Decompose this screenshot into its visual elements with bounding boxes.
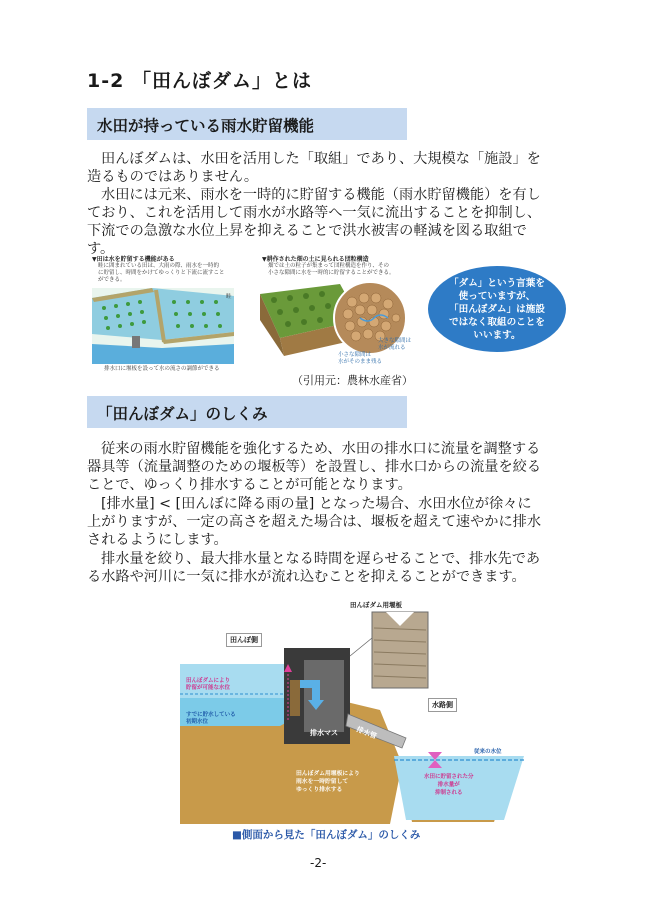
soil-illustration	[260, 280, 410, 372]
text-line: 従来の雨水貯留機能を強化するため、水田の排水口に流量を調整する	[101, 441, 541, 457]
paragraph-3	[87, 440, 575, 494]
initial-level-label: すでに貯水している 初期水位	[186, 712, 236, 725]
small-gap-label: 小さな隙間は 水がそのまま残る	[338, 352, 383, 365]
explanation-bubble	[428, 266, 566, 352]
text-line: 下流での急激な水位上昇を抑えることで洪水被害の軽減を図る取組で	[87, 223, 527, 239]
paddy-side-label: 田んぼ側	[226, 633, 262, 647]
section-header-rain-storage	[87, 108, 407, 140]
raised-level-label: 田んぼダムにより 貯留が可能な水位	[186, 678, 231, 691]
soil-figure	[262, 254, 422, 277]
text-line: る水路や河川に一気に排水が流れ込むことを抑えることができます。	[87, 569, 526, 585]
paragraph-4	[87, 495, 575, 549]
paragraph-1	[87, 150, 575, 186]
text-line: 排水量を絞り、最大排水量となる時間を遅らせることで、排水先であ	[101, 551, 541, 567]
page-title: 1-2 「田んぼダム」とは	[87, 70, 312, 92]
drain-box-label: 排水マス	[310, 729, 338, 737]
canal-side-label: 水路側	[428, 698, 457, 712]
text-line: 上がりますが、一定の高さを超えた場合は、堰板を超えて速やかに排水	[87, 514, 542, 530]
paddy-figure	[92, 254, 242, 284]
paragraph-2	[87, 186, 575, 258]
text-line: ことで、ゆっくり排水することが可能となります。	[87, 477, 412, 493]
ridge-label: 畦	[226, 294, 232, 300]
section-title: 水田が持っている雨水貯留機能	[97, 117, 315, 135]
bubble-line: 「田んぼダム」は施設	[449, 304, 545, 315]
bubble-line: 「ダム」という言葉を	[449, 278, 545, 289]
figure-title: ▼田は水を貯留する機能がある	[92, 256, 175, 263]
paddy-illustration	[92, 288, 234, 364]
text-line: されるようにします。	[87, 532, 228, 548]
page-number: -2-	[310, 856, 327, 870]
former-level-label: 従来の水位	[474, 749, 502, 755]
paragraph-5	[87, 550, 575, 586]
section-header-mechanism	[87, 396, 407, 428]
section-title: 「田んぼダム」のしくみ	[97, 405, 268, 423]
text-line: 造るものではありません。	[87, 169, 259, 185]
bubble-line: 使っていますが、	[458, 291, 536, 302]
canal-note: 水田に貯留された分 排水量が 抑制される	[424, 774, 474, 796]
text-line: [排水量] < [田んぼに降る雨の量] となった場合、水田水位が徐々に	[101, 496, 532, 512]
bubble-line: いいます。	[473, 330, 521, 341]
text-line: 器具等（流量調整のための堰板等）を設置し、排水口からの流量を絞る	[87, 459, 542, 475]
source-credit: （引用元：農林水産省）	[292, 374, 413, 387]
paddy-caption: 排水口に堰板を設って水の流さの調節ができる	[104, 366, 220, 372]
text-line: ており、これを活用して雨水が水路等へ一気に流出することを抑制し、	[87, 205, 542, 221]
large-gap-label: 大きな隙間は 水が流れる	[378, 338, 412, 351]
text-line: 水田には元来、雨水を一時的に貯留する機能（雨水貯留機能）を有し	[101, 187, 541, 203]
board-explanation: 田んぼダム用堰板により 雨水を一時貯留して ゆっくり排水する	[296, 771, 360, 793]
bubble-line: ではなく取組のことを	[449, 317, 545, 328]
text-line: す。	[87, 241, 115, 257]
diagram-caption: ■側面から見た「田んぼダム」のしくみ	[232, 829, 421, 841]
text-line: 田んぼダムは、水田を活用した「取組」であり、大規模な「施設」を	[101, 151, 541, 167]
board-label: 田んぼダム用堰板	[350, 601, 402, 609]
figure-description: 畦に囲まれている田は、大雨の際、雨水を一時的 に貯留し、時間をかけてゆっくりと下流に流すこと ができる。	[98, 263, 225, 283]
drain-pipe-label: 排水管	[355, 725, 378, 741]
figure-title: ▼耕作された畑の土に見られる団粒構造	[262, 256, 369, 263]
figure-description: 畑では土の粒子が集まって団粒構造を作り、その 小さな隙間に水を一時的に貯留することができる。	[268, 263, 395, 276]
